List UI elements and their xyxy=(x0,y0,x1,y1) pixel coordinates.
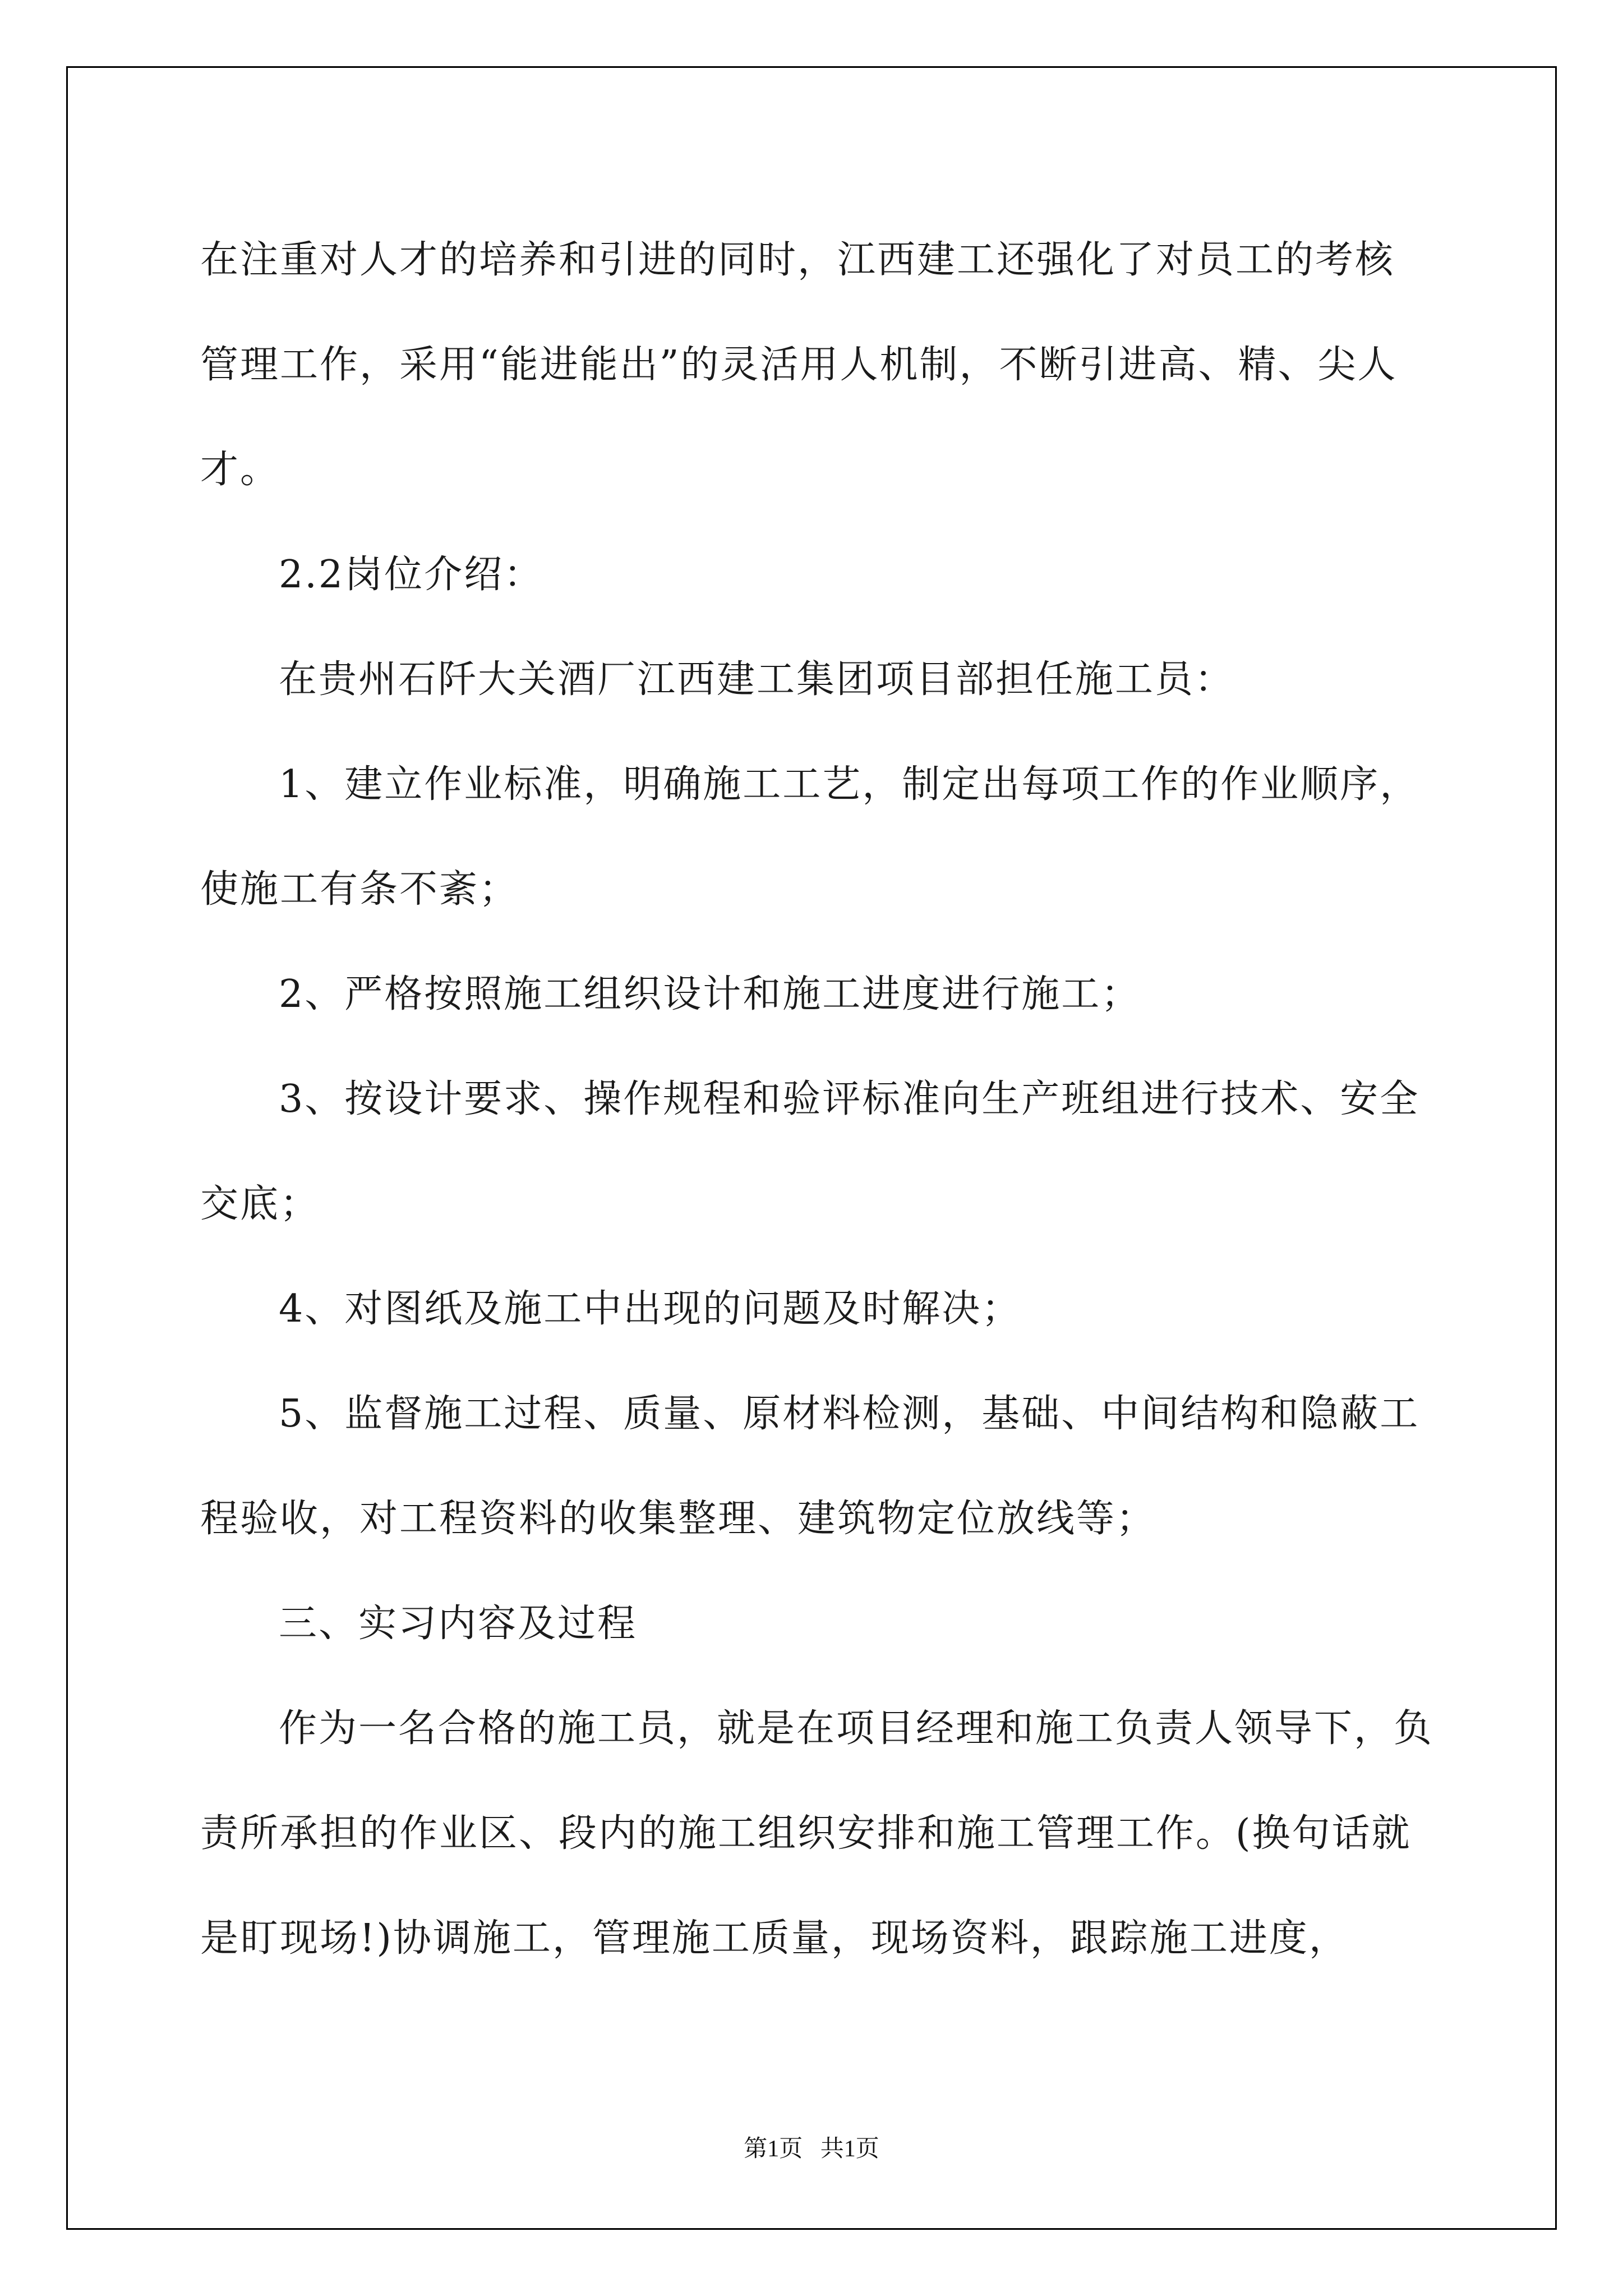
paragraph-role-description: 在贵州石阡大关酒厂江西建工集团项目部担任施工员： xyxy=(279,657,1235,702)
section-heading-internship: 三、实习内容及过程 xyxy=(279,1602,638,1646)
section-heading-position-intro: 2.2岗位介绍： xyxy=(279,553,544,597)
paragraph-talent-management: 在注重对人才的培养和引进的同时，江西建工还强化了对员工的考核管理工作，采用“能进能出”的灵活用人机制，不断引进高、精、尖人才。 xyxy=(200,238,1398,492)
document-body xyxy=(200,208,1434,1991)
list-item-2: 2、严格按照施工组织设计和施工进度进行施工； xyxy=(279,972,1141,1016)
list-item-1: 1、建立作业标准，明确施工工艺，制定出每项工作的作业顺序，使施工有条不紊； xyxy=(200,762,1420,912)
page-total: 共1页 xyxy=(820,2136,879,2162)
list-item-5: 5、监督施工过程、质量、原材料检测，基础、中间结构和隐蔽工程验收，对工程资料的收集整理、建筑物定位放线等； xyxy=(200,1392,1420,1541)
page-footer xyxy=(0,2130,1623,2164)
list-item-4: 4、对图纸及施工中出现的问题及时解决； xyxy=(279,1287,1022,1331)
page-number: 第1页 xyxy=(744,2136,803,2162)
list-item-3: 3、按设计要求、操作规程和验评标准向生产班组进行技术、安全交底； xyxy=(200,1077,1420,1226)
paragraph-internship-content: 作为一名合格的施工员，就是在项目经理和施工负责人领导下，负责所承担的作业区、段内的施工组织安排和施工管理工作。(换句话就是盯现场!)协调施工，管理施工质量，现场资料，跟踪施工进度， xyxy=(200,1706,1434,1961)
